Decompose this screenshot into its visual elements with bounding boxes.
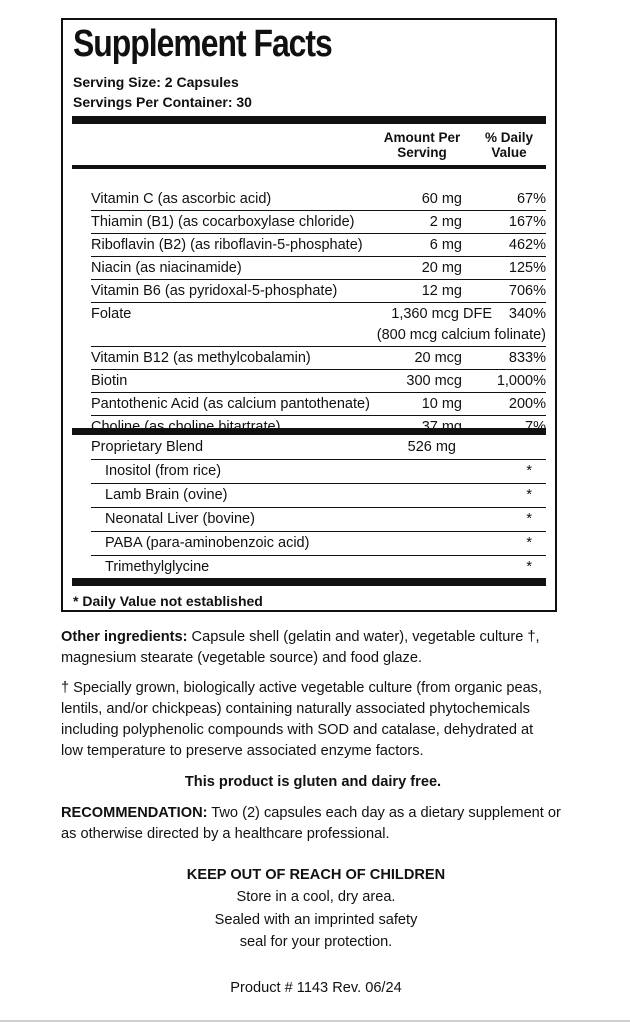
- blend-item-daily-value: *: [526, 511, 532, 527]
- nutrient-row: [72, 257, 546, 280]
- nutrient-note: (800 mcg calcium folinate): [376, 327, 546, 343]
- nutrient-row: [72, 280, 546, 303]
- amount-header-line1: Amount Per: [383, 130, 461, 145]
- other-ingredients-text: Capsule shell (gelatin and water), vegetable culture †, magnesium stearate (vegetable source) and food glaze.: [61, 629, 540, 666]
- header-divider-thick: [72, 116, 546, 124]
- nutrient-row: [72, 188, 546, 211]
- nutrient-daily-value: 67%: [516, 191, 546, 207]
- blend-item-daily-value: *: [526, 487, 532, 503]
- nutrient-daily-value: 340%: [508, 306, 546, 322]
- product-number: Product # 1143 Rev. 06/24: [230, 980, 402, 996]
- seal-line-2: seal for your protection.: [239, 934, 393, 950]
- nutrient-row: [72, 211, 546, 234]
- nutrient-amount: 1,360 mcg DFE: [391, 306, 492, 322]
- column-header-divider: [72, 165, 546, 169]
- blend-item-name: PABA (para-aminobenzoic acid): [105, 535, 310, 551]
- nutrient-daily-value: 1,000%: [496, 373, 546, 389]
- culture-note: † Specially grown, biologically active vegetable culture (from organic peas, lentils, and/or chickpeas) containing naturally associated phytochemicals including polyphenolic compounds with SOD and catalase, dehydrated at low temperature to preserve associated enzyme factors.: [61, 680, 543, 759]
- supplement-facts-panel: [61, 18, 557, 612]
- nutrient-name: Biotin: [91, 373, 128, 389]
- blend-item-row: [72, 508, 546, 531]
- blend-item-row: [72, 556, 546, 579]
- blend-item-row: [72, 484, 546, 507]
- footer-divider-thick: [72, 578, 546, 586]
- amount-per-serving-header: [376, 130, 468, 160]
- nutrient-note-row: [72, 324, 546, 347]
- gluten-statement: This product is gluten and dairy free.: [184, 774, 442, 790]
- nutrient-name: Vitamin B12 (as methylcobalamin): [91, 350, 311, 366]
- daily-value-footnote: * Daily Value not established: [73, 593, 263, 609]
- nutrient-daily-value: 462%: [508, 237, 546, 253]
- blend-name: Proprietary Blend: [91, 439, 204, 455]
- nutrient-name: Pantothenic Acid (as calcium pantothenate): [91, 396, 370, 412]
- blend-item-row: [72, 532, 546, 555]
- nutrient-row: [72, 416, 546, 439]
- panel-title: Supplement Facts: [73, 23, 332, 65]
- proprietary-blend-row: [72, 436, 546, 459]
- servings-per-container: Servings Per Container: 30: [73, 94, 252, 110]
- nutrient-daily-value: 706%: [508, 283, 546, 299]
- nutrient-name: Choline (as choline bitartrate): [91, 419, 281, 435]
- daily-value-header: [478, 130, 540, 160]
- nutrient-name: Folate: [91, 306, 132, 322]
- amount-header-line2: Serving: [397, 145, 447, 160]
- blend-item-name: Inositol (from rice): [105, 463, 222, 479]
- dv-header-line1: % Daily: [484, 130, 534, 145]
- storage-line: Store in a cool, dry area.: [236, 889, 396, 905]
- recommendation-label: RECOMMENDATION:: [61, 805, 208, 821]
- nutrient-amount: 2 mg: [429, 214, 462, 230]
- nutrient-daily-value: 833%: [508, 350, 546, 366]
- nutrient-amount: 20 mg: [421, 260, 462, 276]
- serving-size: Serving Size: 2 Capsules: [73, 74, 239, 90]
- nutrient-amount: 10 mg: [421, 396, 462, 412]
- blend-item-name: Lamb Brain (ovine): [105, 487, 228, 503]
- nutrient-amount: 37 mg: [421, 419, 462, 435]
- blend-item-daily-value: *: [526, 559, 532, 575]
- nutrient-daily-value: 200%: [508, 396, 546, 412]
- blend-item-daily-value: *: [526, 463, 532, 479]
- nutrient-amount: 12 mg: [421, 283, 462, 299]
- nutrient-name: Thiamin (B1) (as cocarboxylase chloride): [91, 214, 355, 230]
- blend-item-daily-value: *: [526, 535, 532, 551]
- nutrient-name: Vitamin B6 (as pyridoxal-5-phosphate): [91, 283, 338, 299]
- nutrient-daily-value: 125%: [508, 260, 546, 276]
- blend-item-name: Trimethylglycine: [105, 559, 210, 575]
- other-ingredients: [61, 627, 561, 669]
- nutrient-name: Riboflavin (B2) (as riboflavin-5-phosphate): [91, 237, 363, 253]
- dv-header-line2: Value: [491, 145, 527, 160]
- nutrient-name: Niacin (as niacinamide): [91, 260, 242, 276]
- nutrient-amount: 20 mcg: [414, 350, 462, 366]
- nutrient-row: [72, 370, 546, 393]
- nutrient-row: [72, 347, 546, 370]
- nutrient-row: [72, 234, 546, 257]
- nutrient-amount: 6 mg: [429, 237, 462, 253]
- nutrient-row: [72, 303, 546, 326]
- other-ingredients-label: Other ingredients:: [61, 629, 188, 645]
- nutrient-amount: 300 mcg: [406, 373, 462, 389]
- nutrient-daily-value: 7%: [525, 419, 546, 435]
- blend-item-name: Neonatal Liver (bovine): [105, 511, 255, 527]
- blend-item-row: [72, 460, 546, 483]
- warning-heading: KEEP OUT OF REACH OF CHILDREN: [186, 867, 446, 883]
- nutrient-daily-value: 167%: [508, 214, 546, 230]
- nutrient-name: Vitamin C (as ascorbic acid): [91, 191, 272, 207]
- recommendation-text: Two (2) capsules each day as a dietary supplement or as otherwise directed by a healthcare professional.: [61, 805, 561, 842]
- blend-amount: 526 mg: [407, 439, 456, 455]
- recommendation: [61, 803, 561, 845]
- page-edge: [0, 1020, 630, 1022]
- nutrient-amount: 60 mg: [421, 191, 462, 207]
- nutrient-row: [72, 393, 546, 416]
- seal-line-1: Sealed with an imprinted safety: [214, 912, 418, 928]
